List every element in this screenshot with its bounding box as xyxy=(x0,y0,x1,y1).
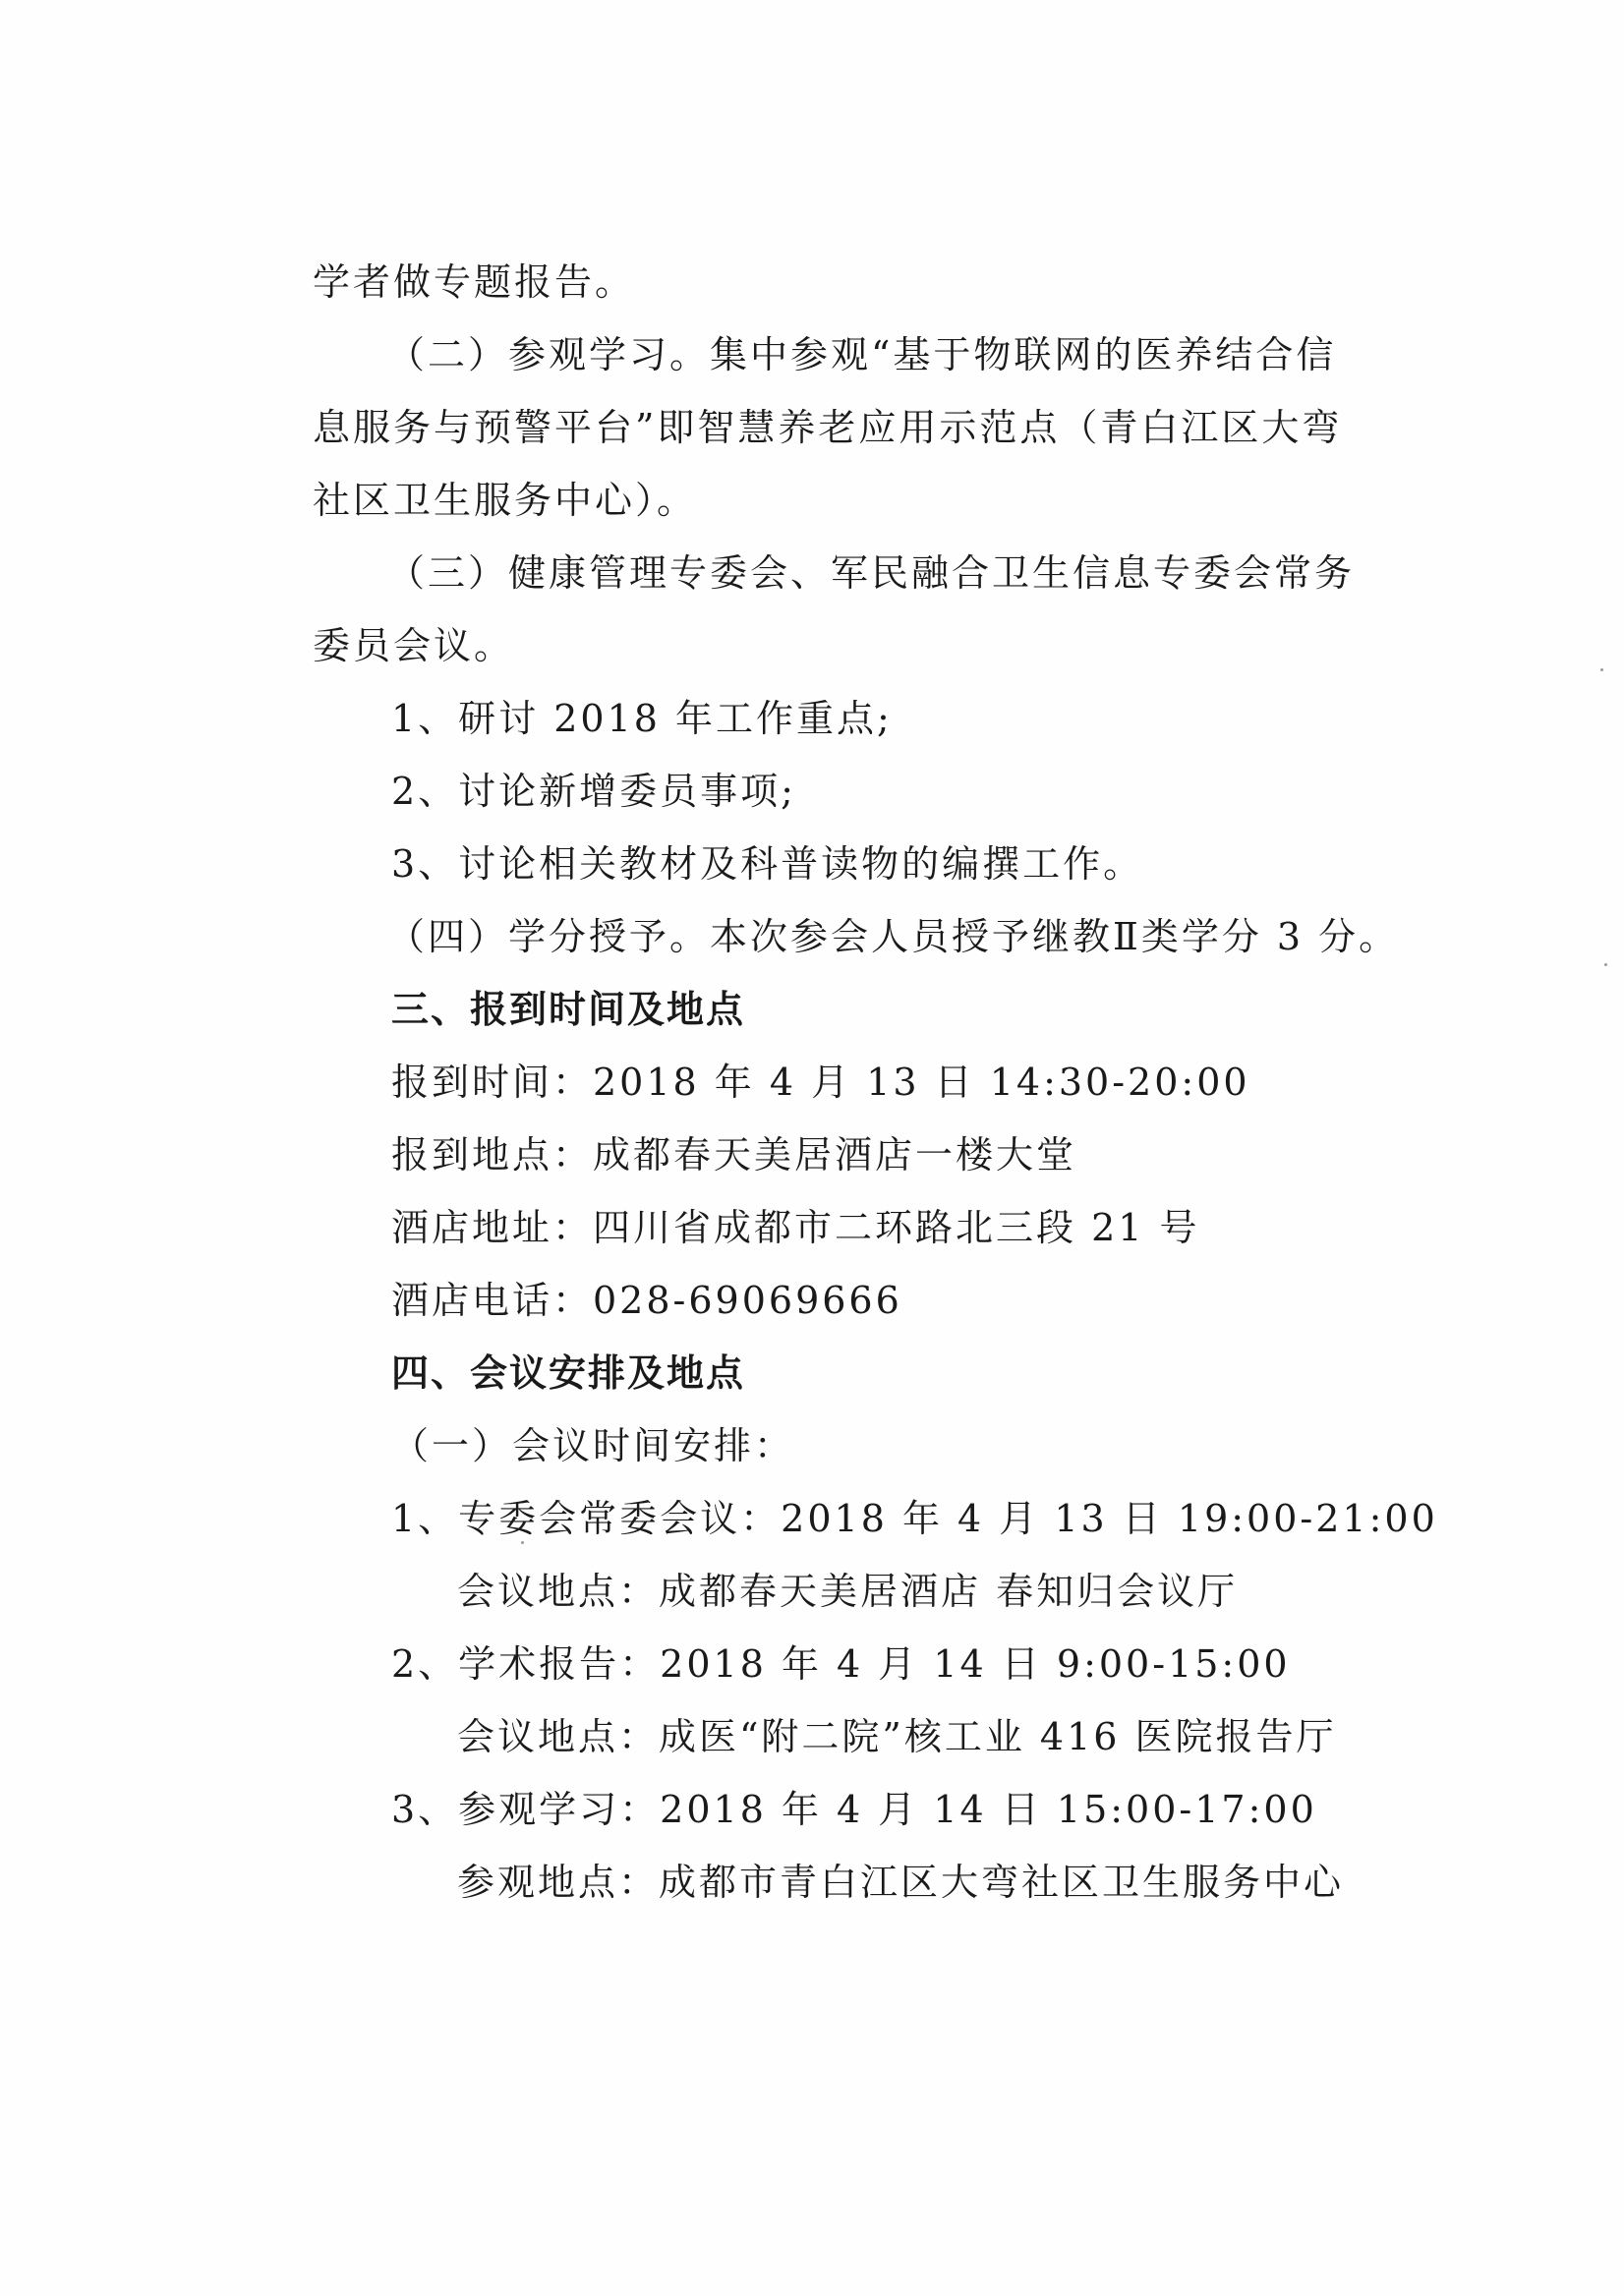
section-heading: 四、会议安排及地点 xyxy=(391,1351,746,1395)
schedule-location: 参观地点：成都市青白江区大弯社区卫生服务中心 xyxy=(457,1861,1345,1904)
paragraph-line: 学者做专题报告。 xyxy=(313,260,636,304)
paragraph-line: （二）参观学习。集中参观“基于物联网的医养结合信 xyxy=(387,333,1337,376)
info-line: 报到地点：成都春天美居酒店一楼大堂 xyxy=(391,1133,1077,1177)
info-line: 酒店地址：四川省成都市二环路北三段 21 号 xyxy=(391,1206,1200,1249)
paragraph-line: 息服务与预警平台”即智慧养老应用示范点（青白江区大弯 xyxy=(313,406,1343,449)
scan-speck xyxy=(521,1541,524,1544)
scan-speck xyxy=(1600,668,1603,671)
schedule-item: 3、参观学习：2018 年 4 月 14 日 15:00-17:00 xyxy=(391,1788,1317,1831)
info-line: （一）会议时间安排： xyxy=(391,1424,795,1467)
schedule-location: 会议地点：成都春天美居酒店 春知归会议厅 xyxy=(457,1570,1239,1613)
schedule-item: 2、学术报告：2018 年 4 月 14 日 9:00-15:00 xyxy=(391,1642,1291,1686)
paragraph-line: 社区卫生服务中心）。 xyxy=(313,479,698,522)
scan-speck xyxy=(1604,963,1607,966)
info-line: 酒店电话：028-69069666 xyxy=(391,1279,902,1322)
paragraph-line: （四）学分授予。本次参会人员授予继教Ⅱ类学分 3 分。 xyxy=(387,915,1400,958)
info-line: 报到时间：2018 年 4 月 13 日 14:30-20:00 xyxy=(391,1061,1250,1104)
list-item: 2、讨论新增委员事项; xyxy=(391,770,796,813)
list-item: 3、讨论相关教材及科普读物的编撰工作。 xyxy=(391,842,1144,886)
schedule-location: 会议地点：成医“附二院”核工业 416 医院报告厅 xyxy=(457,1715,1337,1758)
section-heading: 三、报到时间及地点 xyxy=(391,988,746,1031)
schedule-item: 1、专委会常委会议：2018 年 4 月 13 日 19:00-21:00 xyxy=(391,1497,1438,1540)
paragraph-line: 委员会议。 xyxy=(313,624,515,667)
paragraph-line: （三）健康管理专委会、军民融合卫生信息专委会常务 xyxy=(387,551,1356,595)
list-item: 1、研讨 2018 年工作重点; xyxy=(391,697,893,740)
